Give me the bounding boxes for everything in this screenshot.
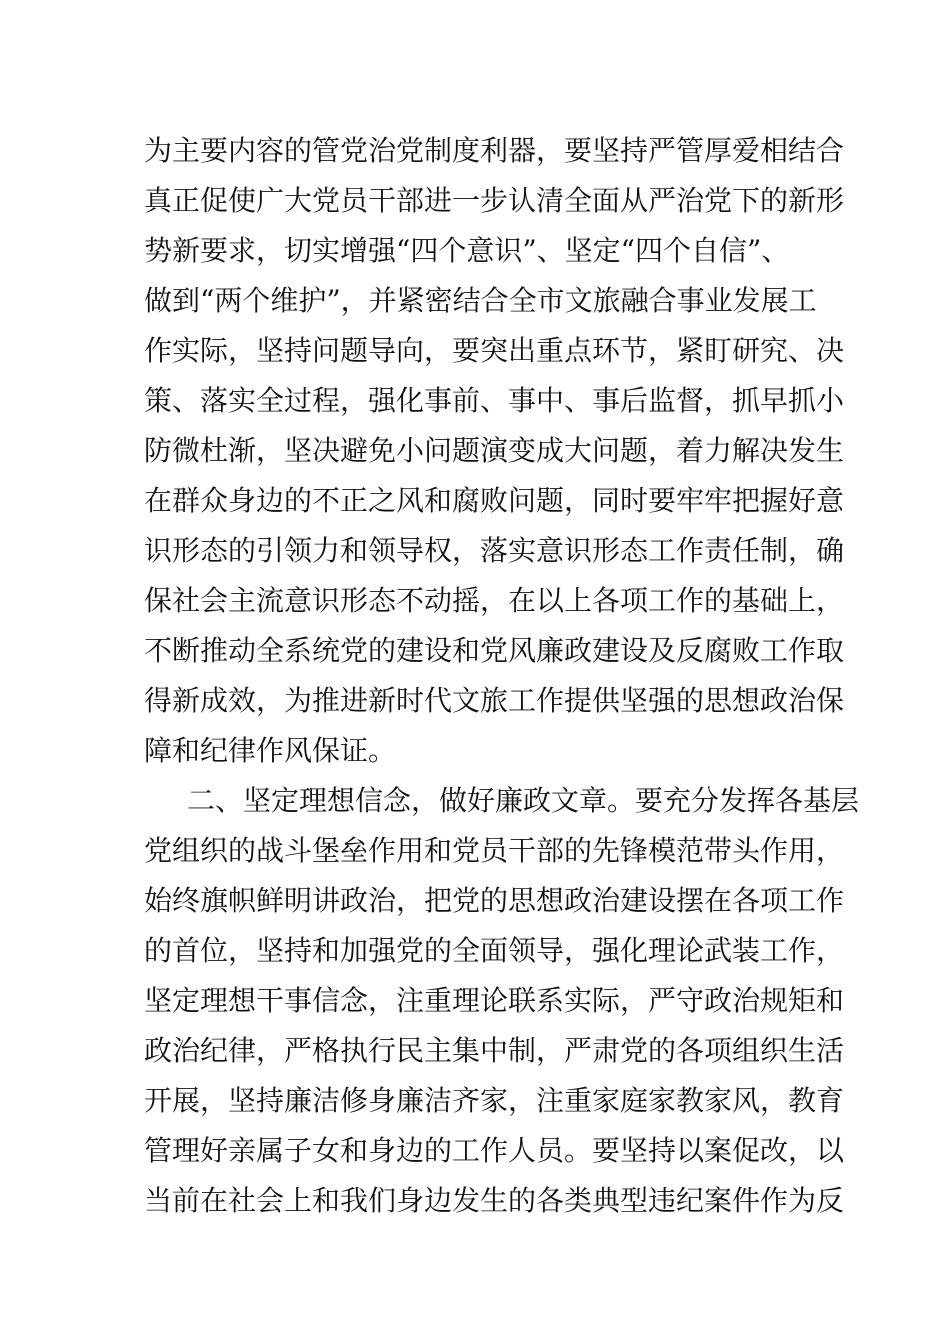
text-line: 在群众身边的不正之风和腐败问题，同时要牢牢把握好意 [144,484,845,517]
text-line: 开展，坚持廉洁修身廉洁齐家，注重家庭家教家风，教育 [144,1084,845,1117]
text-line: 管理好亲属子女和身边的工作人员。要坚持以案促改，以 [144,1134,845,1167]
text-line: 政治纪律，严格执行民主集中制，严肃党的各项组织生活 [144,1034,845,1067]
text-line: 的首位，坚持和加强党的全面领导，强化理论武装工作， [144,934,845,967]
text-line: 保社会主流意识形态不动摇，在以上各项工作的基础上， [144,584,845,617]
text-line: 得新成效，为推进新时代文旅工作提供坚强的思想政治保 [144,684,845,717]
text-line: 障和纪律作风保证。 [144,734,397,767]
text-line: 为主要内容的管党治党制度利器，要坚持严管厚爱相结合 [144,134,845,167]
text-line: 作实际，坚持问题导向，要突出重点环节，紧盯研究、决 [144,334,845,367]
text-line: 防微杜渐，坚决避免小问题演变成大问题，着力解决发生 [144,434,845,467]
text-line: 真正促使广大党员干部进一步认清全面从严治党下的新形 [144,184,845,217]
text-line: 当前在社会上和我们身边发生的各类典型违纪案件作为反 [144,1184,845,1217]
paragraph-heading-line: 二、坚定理想信念，做好廉政文章。要充分发挥各基层 [187,784,860,817]
text-line: 做到“两个维护”，并紧密结合全市文旅融合事业发展工 [144,284,817,317]
text-line: 党组织的战斗堡垒作用和党员干部的先锋模范带头作用， [144,834,845,867]
text-line: 势新要求，切实增强“四个意识”、坚定“四个自信”、 [144,234,790,267]
text-line: 坚定理想干事信念，注重理论联系实际，严守政治规矩和 [144,984,845,1017]
text-line: 识形态的引领力和领导权，落实意识形态工作责任制，确 [144,534,845,567]
text-line: 始终旗帜鲜明讲政治，把党的思想政治建设摆在各项工作 [144,884,845,917]
text-line: 不断推动全系统党的建设和党风廉政建设及反腐败工作取 [144,634,845,667]
text-line: 策、落实全过程，强化事前、事中、事后监督，抓早抓小 [144,384,845,417]
